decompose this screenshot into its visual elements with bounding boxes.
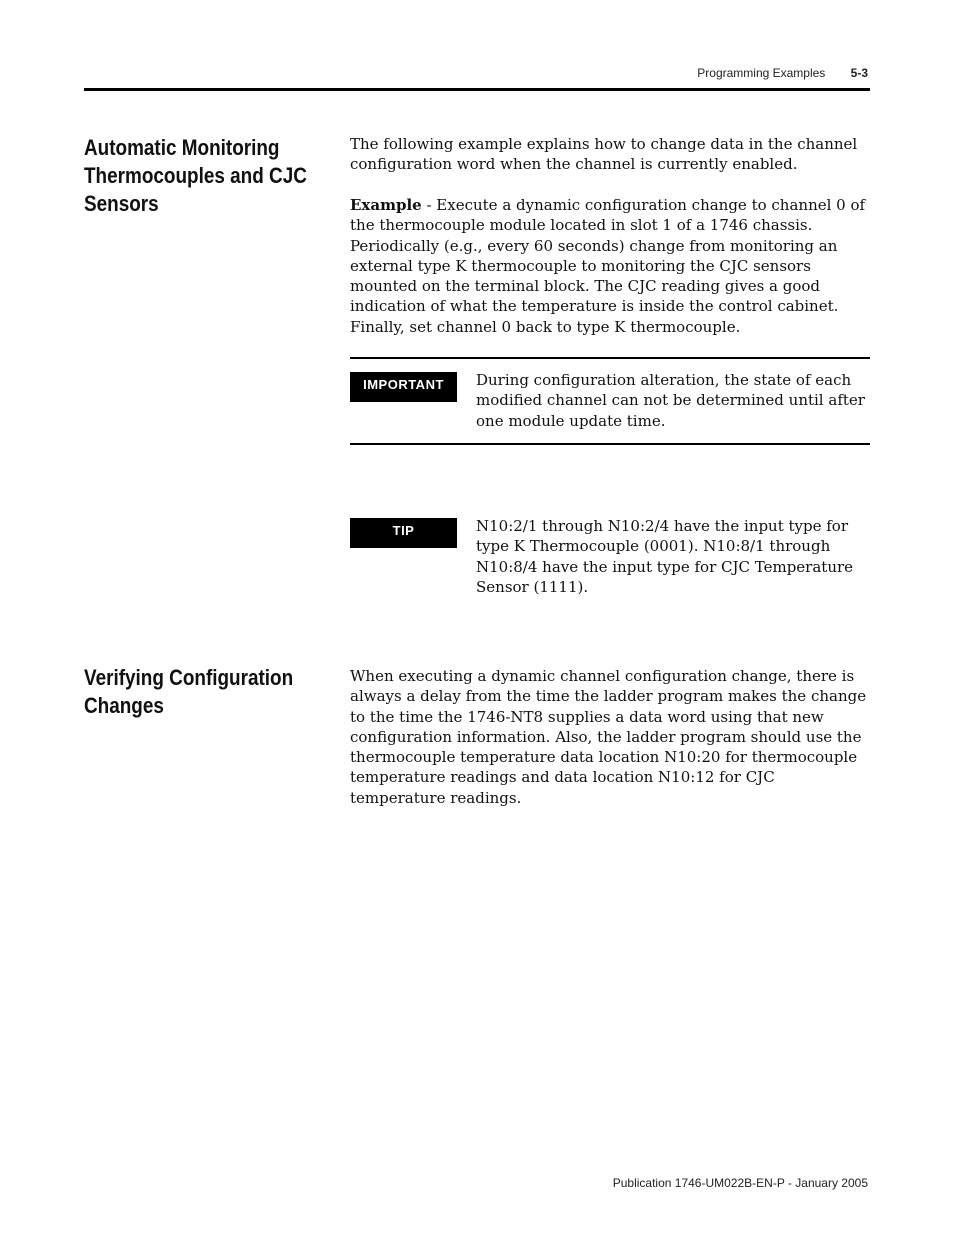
example-paragraph <box>350 195 870 337</box>
important-top-rule <box>350 357 870 359</box>
page-number: 5-3 <box>850 66 868 80</box>
verifying-text: When executing a dynamic channel configuration change, there is always a delay from the time the ladder program makes the change to the time the 1746-NT8 supplies a data word using that new configuration information. Also, the ladder program should use the thermocouple temperature data location N10:20 for thermocouple temperature readings and data location N10:12 for CJC temperature readings. <box>350 667 867 807</box>
running-header <box>697 66 868 80</box>
important-bottom-rule <box>350 443 870 445</box>
tip-label: TIP <box>350 518 457 548</box>
example-label: Example <box>350 196 422 214</box>
important-label: IMPORTANT <box>350 372 457 402</box>
header-rule <box>84 88 870 91</box>
tip-text: N10:2/1 through N10:2/4 have the input type for type K Thermocouple (0001). N10:8/1 through N10:8/4 have the input type for CJC Temperature Sensor (1111). <box>476 517 854 596</box>
publication-footer: Publication 1746-UM022B-EN-P - January 2005 <box>612 1176 868 1190</box>
section-heading-verifying: Verifying Configuration Changes <box>84 665 294 718</box>
example-text: - Execute a dynamic configuration change to channel 0 of the thermocouple module located in slot 1 of a 1746 chassis. Periodically (e.g., every 60 seconds) change from monitoring an external type K thermocouple to monitoring the CJC sensors mounted on the terminal block. The CJC reading gives a good indication of what the temperature is inside the control cabinet. Finally, set channel 0 back to type K thermocouple. <box>350 196 866 336</box>
section-heading-automatic-monitoring: Automatic Monitoring Thermocouples and CJC Sensors <box>84 135 307 216</box>
running-header-section: Programming Examples <box>697 66 826 80</box>
intro-text: The following example explains how to change data in the channel configuration word when the channel is currently enabled. <box>350 135 858 174</box>
important-text: During configuration alteration, the state of each modified channel can not be determined until after one module update time. <box>476 371 865 430</box>
intro-paragraph <box>350 134 870 175</box>
verifying-paragraph <box>350 666 870 808</box>
